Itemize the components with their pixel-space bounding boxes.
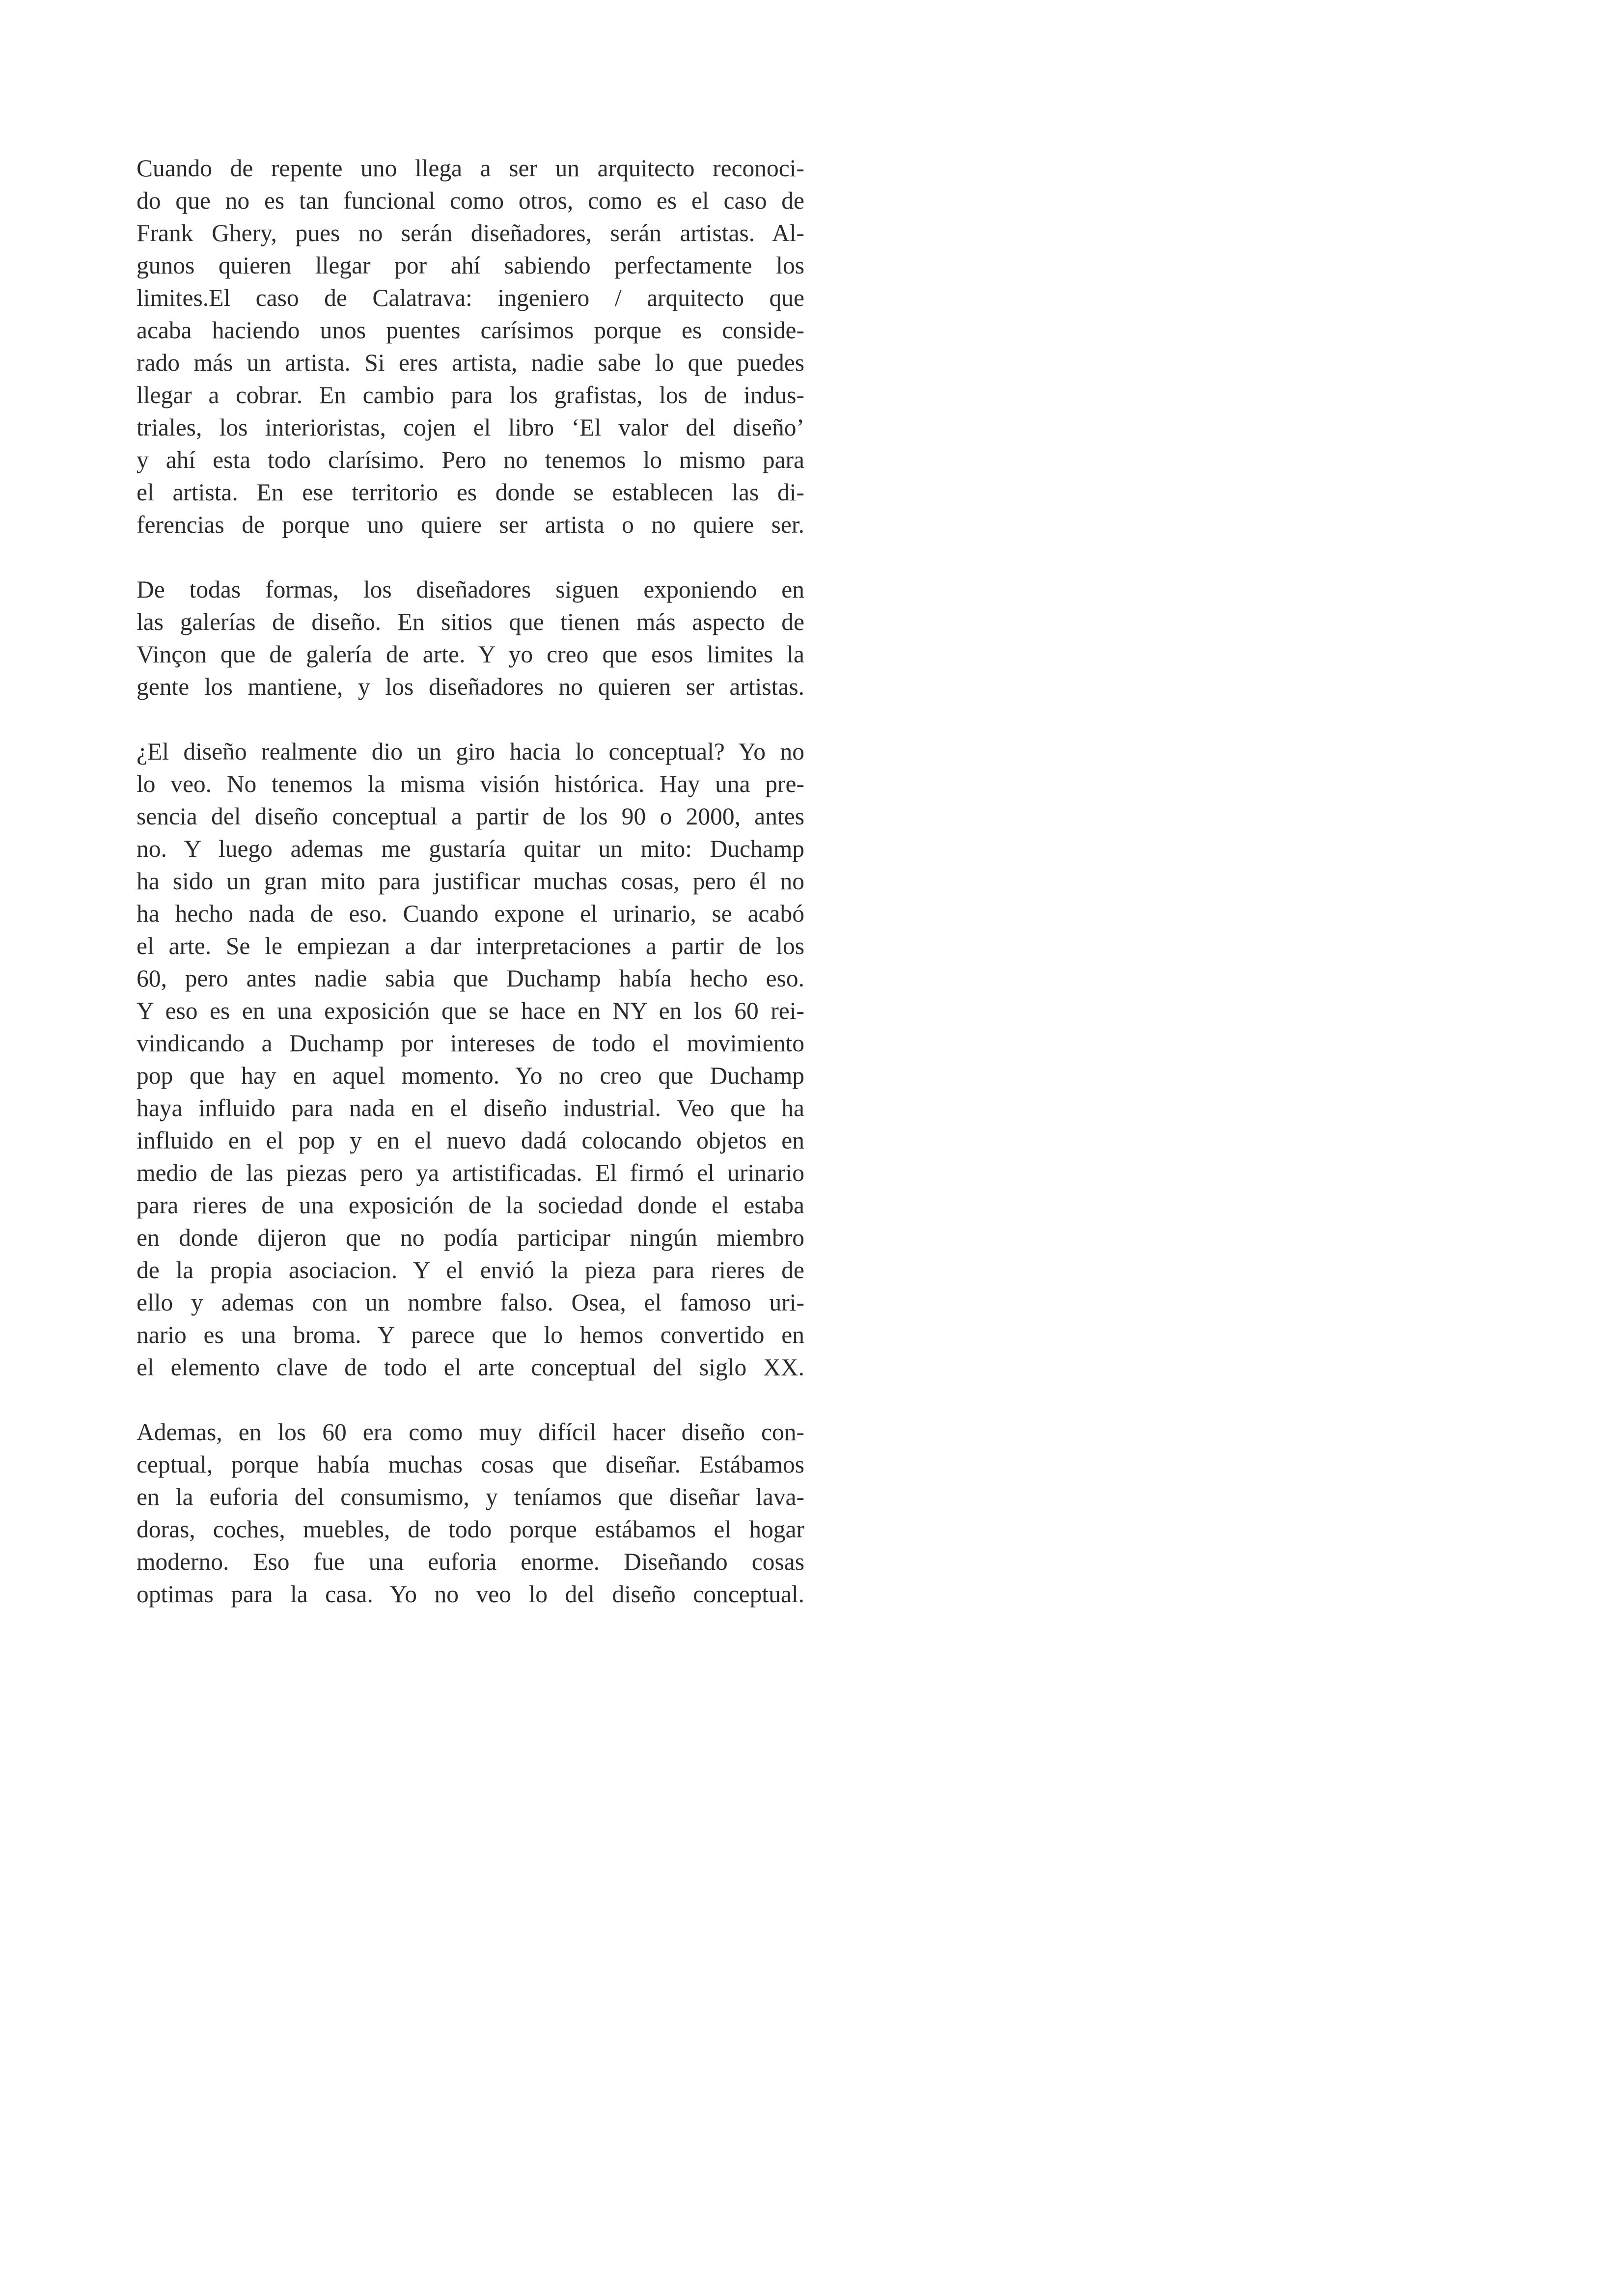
paragraph-2	[137, 574, 804, 703]
text-line: sencia del diseño conceptual a partir de los 90 o 2000, antes	[137, 803, 804, 830]
text-column	[137, 152, 804, 1643]
text-line: influido en el pop y en el nuevo dadá colocando objetos en	[137, 1127, 804, 1154]
text-line: limites.El caso de Calatrava: ingeniero / arquitecto que	[137, 284, 804, 311]
text-line: ello y ademas con un nombre falso. Osea, el famoso uri-	[137, 1289, 804, 1316]
text-line: el elemento clave de todo el arte conceptual del siglo XX.	[137, 1354, 804, 1381]
text-line: en donde dijeron que no podía participar ningún miembro	[137, 1224, 804, 1251]
text-line: pop que hay en aquel momento. Yo no creo que Duchamp	[137, 1062, 804, 1089]
text-line: ha sido un gran mito para justificar muchas cosas, pero él no	[137, 868, 804, 895]
text-line: triales, los interioristas, cojen el libro ‘El valor del diseño’	[137, 414, 804, 441]
text-line: nario es una broma. Y parece que lo hemos convertido en	[137, 1321, 804, 1348]
text-line: do que no es tan funcional como otros, como es el caso de	[137, 187, 804, 214]
text-line: ferencias de porque uno quiere ser artista o no quiere ser.	[137, 511, 804, 538]
text-line: gente los mantiene, y los diseñadores no quieren ser artistas.	[137, 673, 804, 700]
text-line: Vinçon que de galería de arte. Y yo creo que esos limites la	[137, 641, 804, 668]
text-line: Frank Ghery, pues no serán diseñadores, serán artistas. Al-	[137, 219, 804, 246]
text-line: medio de las piezas pero ya artistificadas. El firmó el urinario	[137, 1159, 804, 1186]
paragraph-3	[137, 736, 804, 1384]
text-line: no. Y luego ademas me gustaría quitar un mito: Duchamp	[137, 835, 804, 862]
text-line: rado más un artista. Si eres artista, nadie sabe lo que puedes	[137, 349, 804, 376]
text-line: moderno. Eso fue una euforia enorme. Diseñando cosas	[137, 1548, 804, 1575]
text-line: De todas formas, los diseñadores siguen exponiendo en	[137, 576, 804, 603]
text-line: el artista. En ese territorio es donde se establecen las di-	[137, 479, 804, 506]
text-line: las galerías de diseño. En sitios que tienen más aspecto de	[137, 608, 804, 635]
text-line: en la euforia del consumismo, y teníamos que diseñar lava-	[137, 1483, 804, 1510]
paragraph-4	[137, 1416, 804, 1611]
text-line: Cuando de repente uno llega a ser un arquitecto reconoci-	[137, 155, 804, 182]
text-line: Ademas, en los 60 era como muy difícil hacer diseño con-	[137, 1419, 804, 1446]
text-line: de la propia asociacion. Y el envió la pieza para rieres de	[137, 1257, 804, 1284]
text-line: y ahí esta todo clarísimo. Pero no tenemos lo mismo para	[137, 446, 804, 473]
text-line: el arte. Se le empiezan a dar interpretaciones a partir de los	[137, 932, 804, 959]
text-line: haya influido para nada en el diseño industrial. Veo que ha	[137, 1094, 804, 1121]
text-line: optimas para la casa. Yo no veo lo del diseño conceptual.	[137, 1581, 804, 1608]
text-line: acaba haciendo unos puentes carísimos porque es conside-	[137, 317, 804, 344]
text-line: gunos quieren llegar por ahí sabiendo perfectamente los	[137, 252, 804, 279]
text-line: 60, pero antes nadie sabia que Duchamp había hecho eso.	[137, 965, 804, 992]
text-line: llegar a cobrar. En cambio para los grafistas, los de indus-	[137, 382, 804, 409]
text-line: ha hecho nada de eso. Cuando expone el urinario, se acabó	[137, 900, 804, 927]
text-line: ¿El diseño realmente dio un giro hacia lo conceptual? Yo no	[137, 738, 804, 765]
text-line: vindicando a Duchamp por intereses de todo el movimiento	[137, 1030, 804, 1057]
paragraph-1	[137, 152, 804, 541]
text-line: Y eso es en una exposición que se hace en NY en los 60 rei-	[137, 997, 804, 1024]
text-line: doras, coches, muebles, de todo porque estábamos el hogar	[137, 1516, 804, 1543]
text-line: ceptual, porque había muchas cosas que diseñar. Estábamos	[137, 1451, 804, 1478]
text-line: lo veo. No tenemos la misma visión histórica. Hay una pre-	[137, 770, 804, 797]
text-line: para rieres de una exposición de la sociedad donde el estaba	[137, 1192, 804, 1219]
